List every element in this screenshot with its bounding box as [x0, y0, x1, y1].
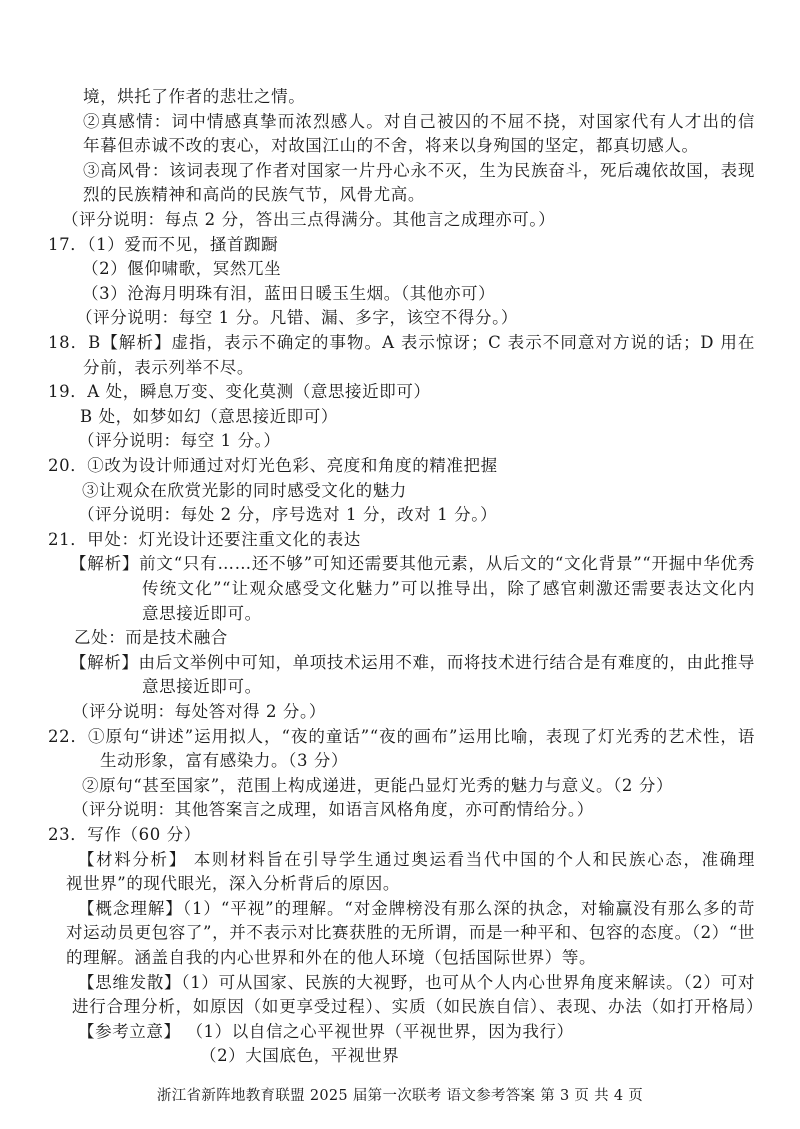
text-line: 年暮但赤诚不改的衷心，对故国江山的不舍，将来以身殉国的坚定，都真切感人。	[83, 136, 699, 155]
text-line: 【思维发散】（1）可从国家、民族的大视野，也可从个人内心世界角度来解读。（2）可对	[78, 973, 755, 992]
text-line: 传统文化”“让观众感受文化魅力”可以推导出，除了感官刺激还需要表达文化内	[142, 579, 755, 598]
text-line: 【解析】前文“只有……还不够”可知还需要其他元素，从后文的“文化背景”“开掘中华优秀	[70, 554, 755, 573]
text-line: 乙处：而是技术融合	[74, 628, 228, 647]
scoring-note: （评分说明：每处答对得 2 分。）	[72, 702, 326, 721]
scoring-note: （评分说明：每空 1 分。凡错、漏、多字，该空不得分。）	[76, 308, 519, 327]
text-line: （2）大国底色，平视世界	[200, 1046, 400, 1065]
scoring-note: （评分说明：每处 2 分，序号选对 1 分，改对 1 分。）	[78, 505, 498, 524]
text-line: 【材料分析】 本则材料旨在引导学生通过奥运看当代中国的个人和民族心态，准确理	[78, 850, 755, 869]
text-line: 意思接近即可。	[142, 604, 262, 623]
text-line: 烈的民族精神和高尚的民族气节，风骨尤高。	[83, 185, 425, 204]
text-line: 【解析】由后文举例中可知，单项技术运用不难，而将技术进行结合是有难度的，由此推导	[70, 653, 755, 672]
text-line: 境，烘托了作者的悲壮之情。	[83, 87, 306, 106]
text-line: ③让观众在欣赏光影的同时感受文化的魅力	[82, 481, 407, 500]
question-20: 20．①改为设计师通过对灯光色彩、亮度和角度的精准把握	[48, 456, 498, 475]
text-line: ②真感情：词中情感真挚而浓烈感人。对自己被囚的不屈不挠，对国家代有人才出的信	[83, 112, 755, 131]
question-22: 22．①原句“讲述”运用拟人，“夜的童话”“夜的画布”运用比喻，表现了灯光秀的艺术性，语	[48, 727, 755, 746]
text-line: B 处，如梦如幻（意思接近即可）	[80, 407, 338, 426]
text-line: （3）沧海月明珠有泪，蓝田日暖玉生烟。（其他亦可）	[82, 284, 496, 303]
text-line: ②原句“甚至国家”，范围上构成递进，更能凸显灯光秀的魅力与意义。（2 分）	[82, 776, 674, 795]
scoring-note: （评分说明：每空 1 分。）	[78, 431, 281, 450]
question-21: 21．甲处：灯光设计还要注重文化的表达	[48, 530, 361, 549]
text-line: 对运动员更包容了”，并不表示对比赛获胜的无所谓，而是一种平和、包容的态度。（2）“世	[66, 923, 755, 942]
text-line: 意思接近即可。	[142, 677, 262, 696]
question-17: 17．（1）爱而不见，搔首踟蹰	[48, 235, 279, 254]
question-19: 19．A 处，瞬息万变、变化莫测（意思接近即可）	[48, 382, 431, 401]
scoring-note: （评分说明：其他答案言之成理，如语言风格角度，亦可酌情给分。）	[72, 800, 594, 819]
page-footer: 浙江省新阵地教育联盟 2025 届第一次联考 语文参考答案 第 3 页 共 4 页	[156, 1088, 644, 1104]
text-line: 进行合理分析，如原因（如更享受过程）、实质（如民族自信）、表现、办法（如打开格局）	[72, 997, 755, 1016]
text-line: 【概念理解】（1）“平视”的理解。“对金牌榜没有那么深的执念，对输赢没有那么多的苛	[78, 899, 755, 918]
question-23: 23．写作（60 分）	[48, 825, 201, 844]
text-line: （2）偃仰啸歌，冥然兀坐	[82, 259, 282, 278]
text-line: 【参考立意】 （1）以自信之心平视世界（平视世界，因为我行）	[78, 1022, 574, 1041]
text-line: 分前，表示列举不尽。	[83, 358, 254, 377]
text-line: ③高风骨：该词表现了作者对国家一片丹心永不灭，生为民族奋斗，死后魂依故国，表现	[83, 161, 755, 180]
text-line: 生动形象，富有感染力。（3 分）	[100, 751, 349, 770]
scoring-note: （评分说明：每点 2 分，答出三点得满分。其他言之成理亦可。）	[62, 210, 556, 229]
question-18: 18．B【解析】虚指，表示不确定的事物。A 表示惊讶；C 表示不同意对方说的话；D 用在	[48, 333, 755, 352]
text-line: 视世界”的现代眼光，深入分析背后的原因。	[66, 874, 400, 893]
text-line: 的理解。涵盖自我的内心世界和外在的他人环境（包括国际世界）等。	[66, 948, 597, 967]
